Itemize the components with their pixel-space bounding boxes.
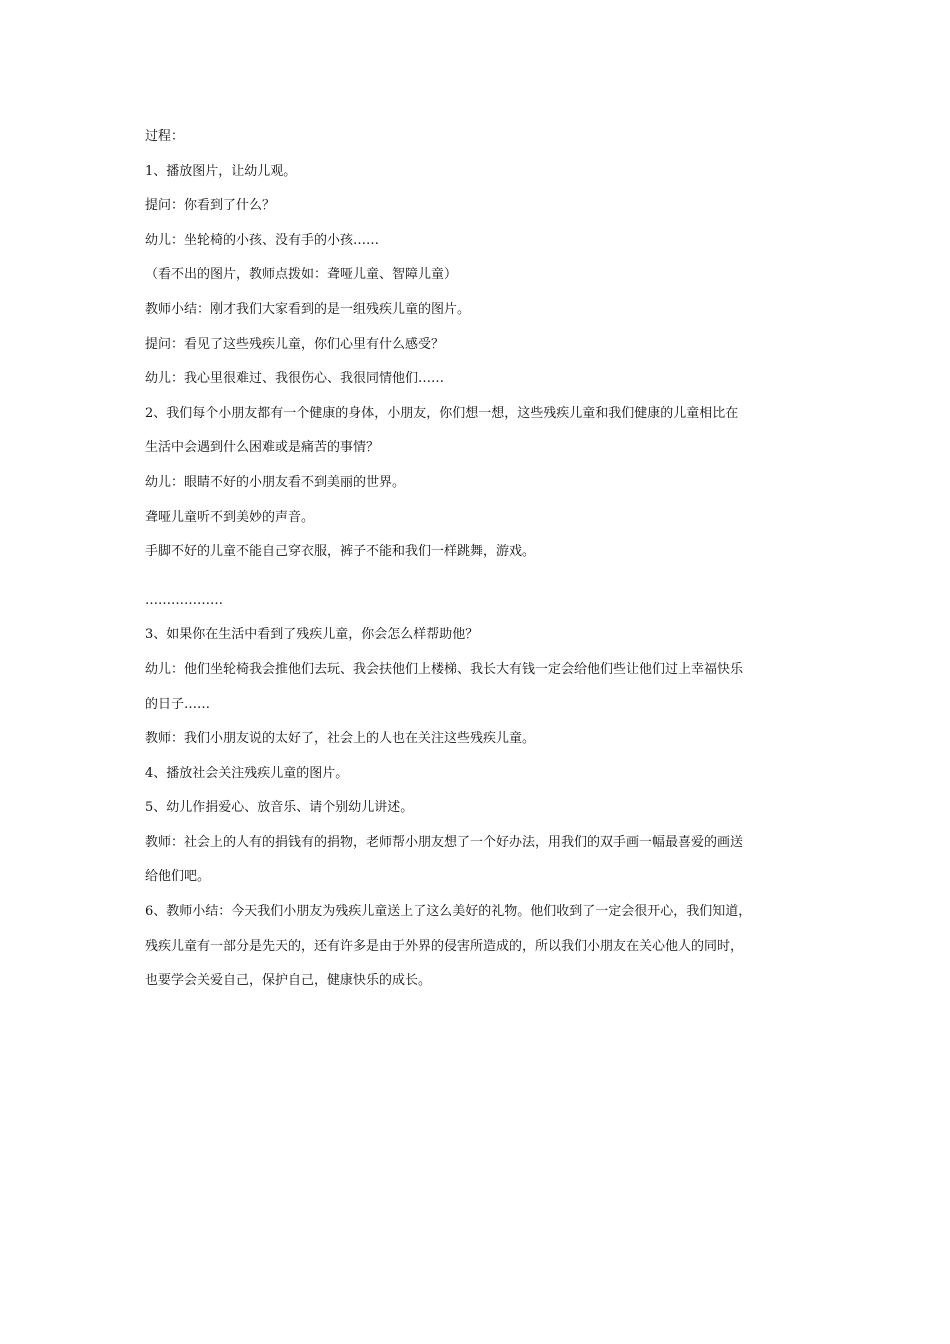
paragraph-line: 5、幼儿作捐爱心、放音乐、请个别幼儿讲述。 bbox=[145, 800, 414, 816]
paragraph-line: 残疾儿童有一部分是先天的，还有许多是由于外界的侵害所造成的，所以我们小朋友在关心他人的同时， bbox=[145, 938, 744, 954]
paragraph-line: 2、我们每个小朋友都有一个健康的身体，小朋友，你们想一想，这些残疾儿童和我们健康的儿童相比在 bbox=[145, 405, 739, 421]
paragraph-line: 手脚不好的儿童不能自己穿衣服，裤子不能和我们一样跳舞，游戏。 bbox=[145, 544, 536, 560]
blank-line bbox=[145, 570, 815, 584]
paragraph-line: 幼儿：眼睛不好的小朋友看不到美丽的世界。 bbox=[145, 474, 406, 490]
paragraph-line: 提问：看见了这些残疾儿童，你们心里有什么感受？ bbox=[145, 336, 445, 352]
paragraph-line: 幼儿：坐轮椅的小孩、没有手的小孩…… bbox=[145, 232, 380, 248]
paragraph-line: 过程： bbox=[145, 129, 185, 144]
paragraph-line: 也要学会关爱自己，保护自己，健康快乐的成长。 bbox=[145, 973, 432, 989]
paragraph-line: 幼儿：我心里很难过、我很伤心、我很同情他们…… bbox=[145, 371, 445, 387]
paragraph-line: （看不出的图片，教师点拨如：聋哑儿童、智障儿童） bbox=[145, 267, 458, 283]
document-body bbox=[145, 120, 815, 999]
paragraph-line: 提问：你看到了什么？ bbox=[145, 198, 276, 214]
paragraph-line: 教师小结：刚才我们大家看到的是一组残疾儿童的图片。 bbox=[145, 301, 471, 317]
paragraph-line: 生活中会遇到什么困难或是痛苦的事情？ bbox=[145, 440, 380, 456]
paragraph-line: 的日子…… bbox=[145, 696, 211, 712]
paragraph-line: 1、播放图片，让幼儿观。 bbox=[145, 163, 297, 179]
paragraph-line: 教师：社会上的人有的捐钱有的捐物，老师帮小朋友想了一个好办法，用我们的双手画一幅最喜爱的画送 bbox=[145, 834, 744, 850]
paragraph-line: 给他们吧。 bbox=[145, 869, 211, 885]
paragraph-line: 6、教师小结：今天我们小朋友为残疾儿童送上了这么美好的礼物。他们收到了一定会很开心，我们知道， bbox=[145, 904, 752, 920]
paragraph-line: 教师：我们小朋友说的太好了，社会上的人也在关注这些残疾儿童。 bbox=[145, 731, 536, 747]
paragraph-line: 聋哑儿童听不到美妙的声音。 bbox=[145, 509, 315, 525]
paragraph-line: 幼儿：他们坐轮椅我会推他们去玩、我会扶他们上楼梯、我长大有钱一定会给他们些让他们过上幸福快乐 bbox=[145, 661, 744, 677]
paragraph-line: 4、播放社会关注残疾儿童的图片。 bbox=[145, 765, 349, 781]
ellipsis-line: ……………… bbox=[145, 592, 223, 608]
paragraph-line: 3、如果你在生活中看到了残疾儿童，你会怎么样帮助他？ bbox=[145, 627, 479, 643]
